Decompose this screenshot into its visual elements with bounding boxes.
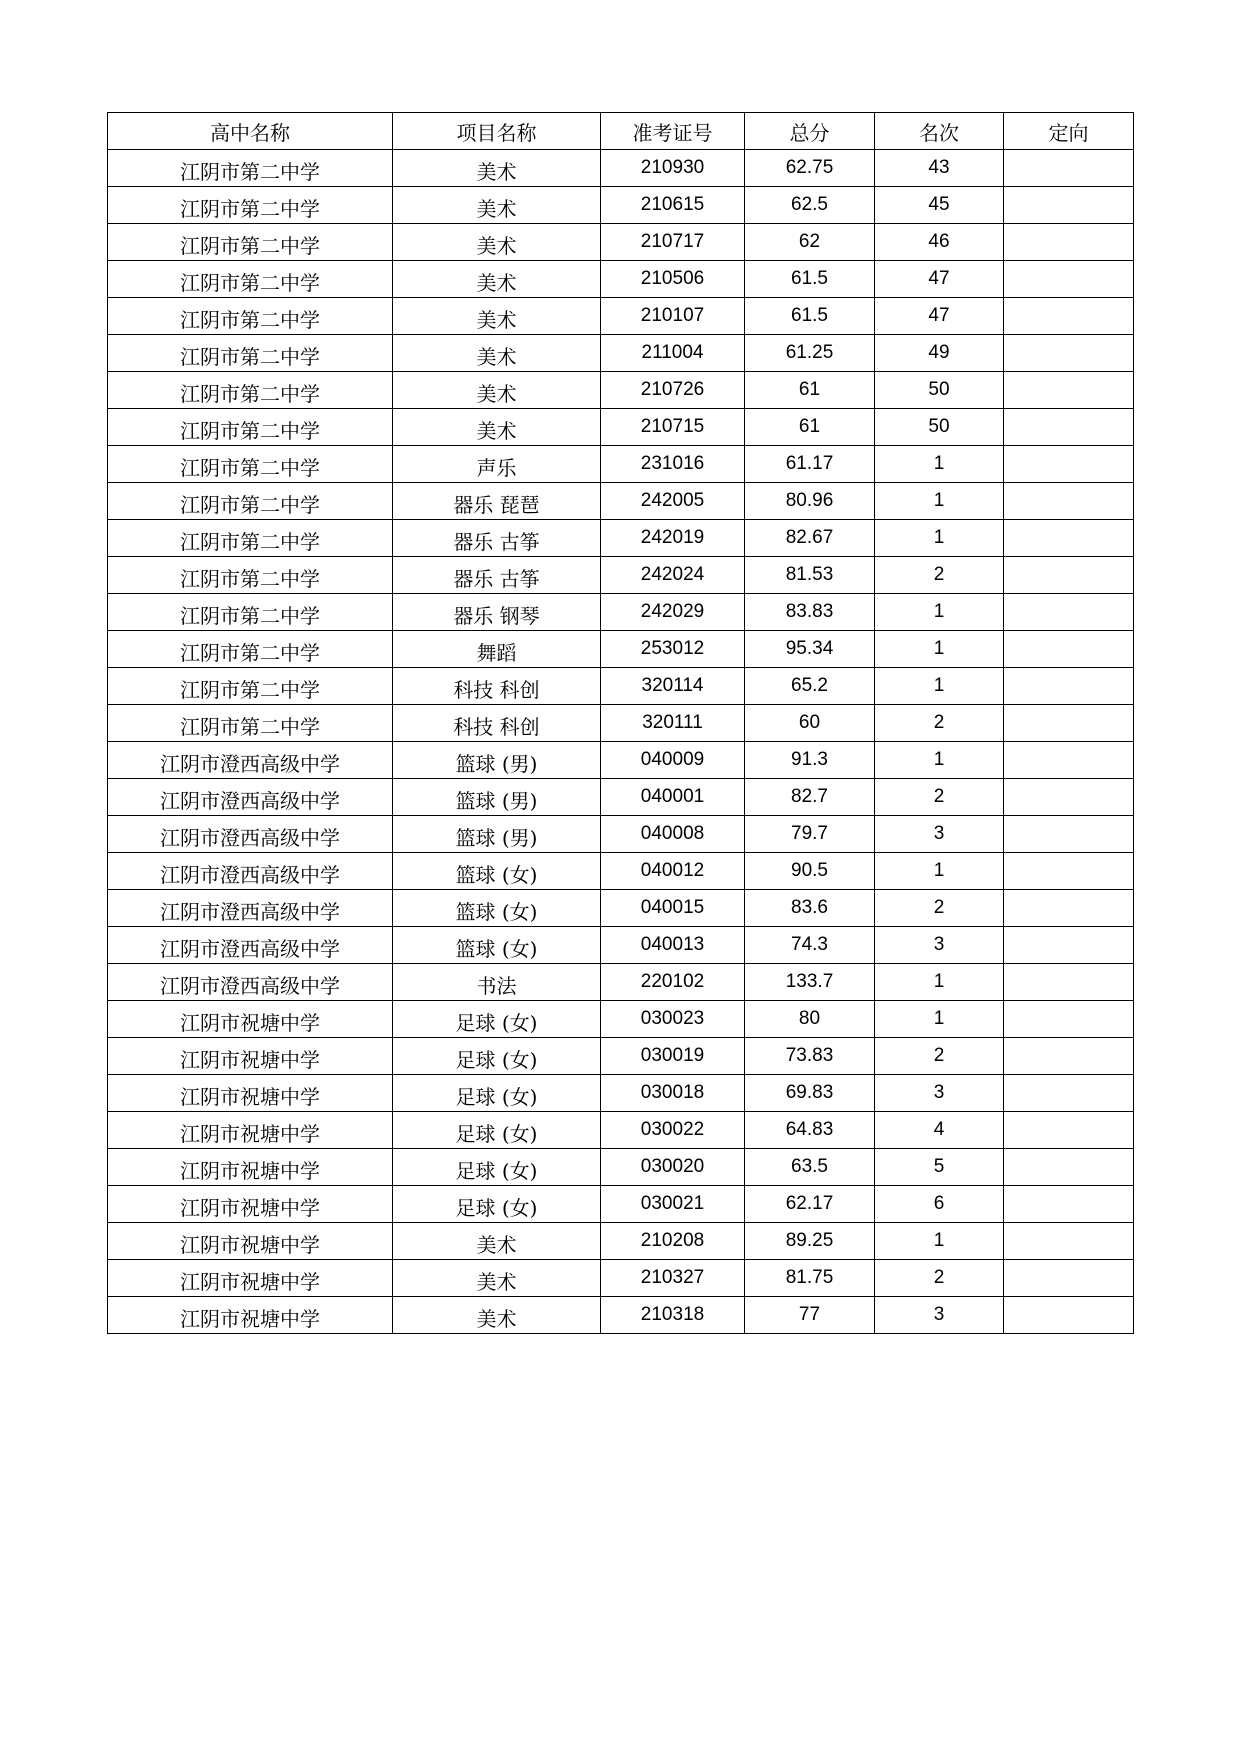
school-name-cell: 江阴市第二中学 xyxy=(108,150,393,187)
orientation-cell xyxy=(1004,594,1134,631)
rank-cell: 50 xyxy=(875,409,1004,446)
exam-number-cell: 030022 xyxy=(601,1112,745,1149)
exam-number-cell: 040015 xyxy=(601,890,745,927)
total-score-cell: 60 xyxy=(745,705,875,742)
exam-number-cell: 210208 xyxy=(601,1223,745,1260)
orientation-cell xyxy=(1004,557,1134,594)
orientation-cell xyxy=(1004,187,1134,224)
orientation-cell xyxy=(1004,446,1134,483)
exam-number-cell: 242029 xyxy=(601,594,745,631)
table-row xyxy=(108,964,1134,1001)
rank-cell: 4 xyxy=(875,1112,1004,1149)
total-score-cell: 61.5 xyxy=(745,298,875,335)
orientation-cell xyxy=(1004,964,1134,1001)
orientation-cell xyxy=(1004,742,1134,779)
orientation-cell xyxy=(1004,1223,1134,1260)
total-score-cell: 82.7 xyxy=(745,779,875,816)
orientation-cell xyxy=(1004,890,1134,927)
header-orientation: 定向 xyxy=(1004,113,1134,150)
school-name-cell: 江阴市祝塘中学 xyxy=(108,1223,393,1260)
rank-cell: 1 xyxy=(875,631,1004,668)
school-name-cell: 江阴市澄西高级中学 xyxy=(108,816,393,853)
exam-number-cell: 210930 xyxy=(601,150,745,187)
header-exam-number: 准考证号 xyxy=(601,113,745,150)
exam-number-cell: 040012 xyxy=(601,853,745,890)
exam-number-cell: 030018 xyxy=(601,1075,745,1112)
total-score-cell: 80 xyxy=(745,1001,875,1038)
total-score-cell: 81.75 xyxy=(745,1260,875,1297)
orientation-cell xyxy=(1004,150,1134,187)
school-name-cell: 江阴市祝塘中学 xyxy=(108,1112,393,1149)
exam-number-cell: 210506 xyxy=(601,261,745,298)
rank-cell: 1 xyxy=(875,483,1004,520)
table-row xyxy=(108,1297,1134,1334)
orientation-cell xyxy=(1004,853,1134,890)
orientation-cell xyxy=(1004,927,1134,964)
table-body xyxy=(108,150,1134,1334)
rank-cell: 47 xyxy=(875,298,1004,335)
exam-number-cell: 242019 xyxy=(601,520,745,557)
project-name-cell: 美术 xyxy=(393,298,601,335)
table-row xyxy=(108,298,1134,335)
total-score-cell: 80.96 xyxy=(745,483,875,520)
orientation-cell xyxy=(1004,298,1134,335)
table-row xyxy=(108,927,1134,964)
table-row xyxy=(108,779,1134,816)
exam-number-cell: 210327 xyxy=(601,1260,745,1297)
orientation-cell xyxy=(1004,335,1134,372)
school-name-cell: 江阴市澄西高级中学 xyxy=(108,964,393,1001)
exam-number-cell: 242024 xyxy=(601,557,745,594)
exam-number-cell: 242005 xyxy=(601,483,745,520)
table-row xyxy=(108,446,1134,483)
project-name-cell: 足球 (女) xyxy=(393,1186,601,1223)
total-score-cell: 62 xyxy=(745,224,875,261)
table-row xyxy=(108,409,1134,446)
project-name-cell: 美术 xyxy=(393,261,601,298)
total-score-cell: 91.3 xyxy=(745,742,875,779)
project-name-cell: 器乐 钢琴 xyxy=(393,594,601,631)
orientation-cell xyxy=(1004,261,1134,298)
school-name-cell: 江阴市澄西高级中学 xyxy=(108,742,393,779)
header-school-name: 高中名称 xyxy=(108,113,393,150)
exam-number-cell: 030023 xyxy=(601,1001,745,1038)
orientation-cell xyxy=(1004,1186,1134,1223)
total-score-cell: 61 xyxy=(745,409,875,446)
rank-cell: 1 xyxy=(875,853,1004,890)
table-row xyxy=(108,668,1134,705)
total-score-cell: 62.17 xyxy=(745,1186,875,1223)
school-name-cell: 江阴市澄西高级中学 xyxy=(108,890,393,927)
table-row xyxy=(108,372,1134,409)
orientation-cell xyxy=(1004,1075,1134,1112)
project-name-cell: 美术 xyxy=(393,224,601,261)
rank-cell: 2 xyxy=(875,779,1004,816)
project-name-cell: 美术 xyxy=(393,372,601,409)
table-row xyxy=(108,705,1134,742)
orientation-cell xyxy=(1004,1038,1134,1075)
total-score-cell: 95.34 xyxy=(745,631,875,668)
orientation-cell xyxy=(1004,1260,1134,1297)
rank-cell: 49 xyxy=(875,335,1004,372)
table-row xyxy=(108,483,1134,520)
rank-cell: 3 xyxy=(875,816,1004,853)
school-name-cell: 江阴市第二中学 xyxy=(108,409,393,446)
project-name-cell: 器乐 古筝 xyxy=(393,520,601,557)
school-name-cell: 江阴市祝塘中学 xyxy=(108,1001,393,1038)
total-score-cell: 61.17 xyxy=(745,446,875,483)
exam-number-cell: 210717 xyxy=(601,224,745,261)
orientation-cell xyxy=(1004,816,1134,853)
school-name-cell: 江阴市祝塘中学 xyxy=(108,1038,393,1075)
project-name-cell: 器乐 琵琶 xyxy=(393,483,601,520)
rank-cell: 1 xyxy=(875,520,1004,557)
project-name-cell: 声乐 xyxy=(393,446,601,483)
table-row xyxy=(108,520,1134,557)
rank-cell: 2 xyxy=(875,1260,1004,1297)
table-row xyxy=(108,1001,1134,1038)
school-name-cell: 江阴市祝塘中学 xyxy=(108,1149,393,1186)
table-row xyxy=(108,335,1134,372)
exam-number-cell: 030020 xyxy=(601,1149,745,1186)
project-name-cell: 美术 xyxy=(393,1297,601,1334)
orientation-cell xyxy=(1004,483,1134,520)
total-score-cell: 61.25 xyxy=(745,335,875,372)
orientation-cell xyxy=(1004,1297,1134,1334)
school-name-cell: 江阴市澄西高级中学 xyxy=(108,927,393,964)
exam-number-cell: 253012 xyxy=(601,631,745,668)
exam-number-cell: 210318 xyxy=(601,1297,745,1334)
table-row xyxy=(108,1075,1134,1112)
project-name-cell: 篮球 (女) xyxy=(393,890,601,927)
total-score-cell: 79.7 xyxy=(745,816,875,853)
exam-number-cell: 211004 xyxy=(601,335,745,372)
table-header-row xyxy=(108,113,1134,150)
table-row xyxy=(108,1223,1134,1260)
exam-number-cell: 210615 xyxy=(601,187,745,224)
rank-cell: 47 xyxy=(875,261,1004,298)
rank-cell: 1 xyxy=(875,446,1004,483)
project-name-cell: 美术 xyxy=(393,1223,601,1260)
total-score-cell: 89.25 xyxy=(745,1223,875,1260)
table-row xyxy=(108,1186,1134,1223)
project-name-cell: 篮球 (男) xyxy=(393,779,601,816)
school-name-cell: 江阴市第二中学 xyxy=(108,483,393,520)
school-name-cell: 江阴市第二中学 xyxy=(108,705,393,742)
school-name-cell: 江阴市第二中学 xyxy=(108,372,393,409)
table-row xyxy=(108,261,1134,298)
table-row xyxy=(108,631,1134,668)
total-score-cell: 83.83 xyxy=(745,594,875,631)
rank-cell: 3 xyxy=(875,1297,1004,1334)
project-name-cell: 足球 (女) xyxy=(393,1075,601,1112)
project-name-cell: 美术 xyxy=(393,1260,601,1297)
total-score-cell: 64.83 xyxy=(745,1112,875,1149)
project-name-cell: 舞蹈 xyxy=(393,631,601,668)
school-name-cell: 江阴市祝塘中学 xyxy=(108,1186,393,1223)
exam-number-cell: 040009 xyxy=(601,742,745,779)
orientation-cell xyxy=(1004,409,1134,446)
school-name-cell: 江阴市祝塘中学 xyxy=(108,1297,393,1334)
total-score-cell: 77 xyxy=(745,1297,875,1334)
project-name-cell: 科技 科创 xyxy=(393,668,601,705)
exam-number-cell: 030019 xyxy=(601,1038,745,1075)
orientation-cell xyxy=(1004,372,1134,409)
school-name-cell: 江阴市第二中学 xyxy=(108,224,393,261)
table-row xyxy=(108,742,1134,779)
orientation-cell xyxy=(1004,1112,1134,1149)
total-score-cell: 62.75 xyxy=(745,150,875,187)
total-score-cell: 74.3 xyxy=(745,927,875,964)
orientation-cell xyxy=(1004,705,1134,742)
total-score-cell: 73.83 xyxy=(745,1038,875,1075)
rank-cell: 6 xyxy=(875,1186,1004,1223)
exam-number-cell: 210107 xyxy=(601,298,745,335)
rank-cell: 46 xyxy=(875,224,1004,261)
total-score-cell: 81.53 xyxy=(745,557,875,594)
school-name-cell: 江阴市第二中学 xyxy=(108,594,393,631)
table-row xyxy=(108,594,1134,631)
header-rank: 名次 xyxy=(875,113,1004,150)
total-score-cell: 61.5 xyxy=(745,261,875,298)
exam-number-cell: 231016 xyxy=(601,446,745,483)
project-name-cell: 器乐 古筝 xyxy=(393,557,601,594)
rank-cell: 43 xyxy=(875,150,1004,187)
table-row xyxy=(108,224,1134,261)
school-name-cell: 江阴市澄西高级中学 xyxy=(108,853,393,890)
rank-cell: 2 xyxy=(875,890,1004,927)
table-row xyxy=(108,1038,1134,1075)
rank-cell: 50 xyxy=(875,372,1004,409)
orientation-cell xyxy=(1004,1001,1134,1038)
table-row xyxy=(108,1112,1134,1149)
header-project-name: 项目名称 xyxy=(393,113,601,150)
orientation-cell xyxy=(1004,224,1134,261)
rank-cell: 2 xyxy=(875,705,1004,742)
school-name-cell: 江阴市第二中学 xyxy=(108,261,393,298)
header-total-score: 总分 xyxy=(745,113,875,150)
total-score-cell: 90.5 xyxy=(745,853,875,890)
project-name-cell: 美术 xyxy=(393,150,601,187)
school-name-cell: 江阴市祝塘中学 xyxy=(108,1260,393,1297)
rank-cell: 2 xyxy=(875,557,1004,594)
school-name-cell: 江阴市第二中学 xyxy=(108,520,393,557)
rank-cell: 5 xyxy=(875,1149,1004,1186)
exam-number-cell: 320114 xyxy=(601,668,745,705)
project-name-cell: 科技 科创 xyxy=(393,705,601,742)
total-score-cell: 65.2 xyxy=(745,668,875,705)
total-score-cell: 82.67 xyxy=(745,520,875,557)
rank-cell: 1 xyxy=(875,594,1004,631)
table-row xyxy=(108,890,1134,927)
exam-number-cell: 320111 xyxy=(601,705,745,742)
total-score-cell: 69.83 xyxy=(745,1075,875,1112)
table-row xyxy=(108,816,1134,853)
exam-number-cell: 040013 xyxy=(601,927,745,964)
project-name-cell: 足球 (女) xyxy=(393,1149,601,1186)
table-row xyxy=(108,150,1134,187)
orientation-cell xyxy=(1004,668,1134,705)
project-name-cell: 篮球 (男) xyxy=(393,742,601,779)
rank-cell: 3 xyxy=(875,927,1004,964)
rank-cell: 45 xyxy=(875,187,1004,224)
table-row xyxy=(108,187,1134,224)
project-name-cell: 美术 xyxy=(393,187,601,224)
table-row xyxy=(108,557,1134,594)
project-name-cell: 美术 xyxy=(393,409,601,446)
project-name-cell: 足球 (女) xyxy=(393,1112,601,1149)
table-row xyxy=(108,853,1134,890)
total-score-cell: 133.7 xyxy=(745,964,875,1001)
school-name-cell: 江阴市第二中学 xyxy=(108,298,393,335)
school-name-cell: 江阴市第二中学 xyxy=(108,557,393,594)
total-score-cell: 62.5 xyxy=(745,187,875,224)
exam-number-cell: 030021 xyxy=(601,1186,745,1223)
orientation-cell xyxy=(1004,1149,1134,1186)
orientation-cell xyxy=(1004,520,1134,557)
project-name-cell: 篮球 (女) xyxy=(393,853,601,890)
school-name-cell: 江阴市第二中学 xyxy=(108,335,393,372)
exam-number-cell: 040008 xyxy=(601,816,745,853)
exam-number-cell: 220102 xyxy=(601,964,745,1001)
rank-cell: 1 xyxy=(875,1001,1004,1038)
school-name-cell: 江阴市第二中学 xyxy=(108,187,393,224)
total-score-cell: 63.5 xyxy=(745,1149,875,1186)
school-name-cell: 江阴市祝塘中学 xyxy=(108,1075,393,1112)
total-score-cell: 61 xyxy=(745,372,875,409)
project-name-cell: 足球 (女) xyxy=(393,1038,601,1075)
exam-number-cell: 040001 xyxy=(601,779,745,816)
total-score-cell: 83.6 xyxy=(745,890,875,927)
rank-cell: 2 xyxy=(875,1038,1004,1075)
rank-cell: 1 xyxy=(875,964,1004,1001)
orientation-cell xyxy=(1004,779,1134,816)
school-name-cell: 江阴市第二中学 xyxy=(108,668,393,705)
rank-cell: 1 xyxy=(875,1223,1004,1260)
rank-cell: 1 xyxy=(875,668,1004,705)
exam-number-cell: 210715 xyxy=(601,409,745,446)
rank-cell: 3 xyxy=(875,1075,1004,1112)
project-name-cell: 足球 (女) xyxy=(393,1001,601,1038)
project-name-cell: 美术 xyxy=(393,335,601,372)
exam-number-cell: 210726 xyxy=(601,372,745,409)
school-name-cell: 江阴市第二中学 xyxy=(108,631,393,668)
results-table xyxy=(107,112,1134,1334)
table-row xyxy=(108,1149,1134,1186)
rank-cell: 1 xyxy=(875,742,1004,779)
project-name-cell: 篮球 (男) xyxy=(393,816,601,853)
project-name-cell: 书法 xyxy=(393,964,601,1001)
orientation-cell xyxy=(1004,631,1134,668)
school-name-cell: 江阴市第二中学 xyxy=(108,446,393,483)
school-name-cell: 江阴市澄西高级中学 xyxy=(108,779,393,816)
project-name-cell: 篮球 (女) xyxy=(393,927,601,964)
table-row xyxy=(108,1260,1134,1297)
